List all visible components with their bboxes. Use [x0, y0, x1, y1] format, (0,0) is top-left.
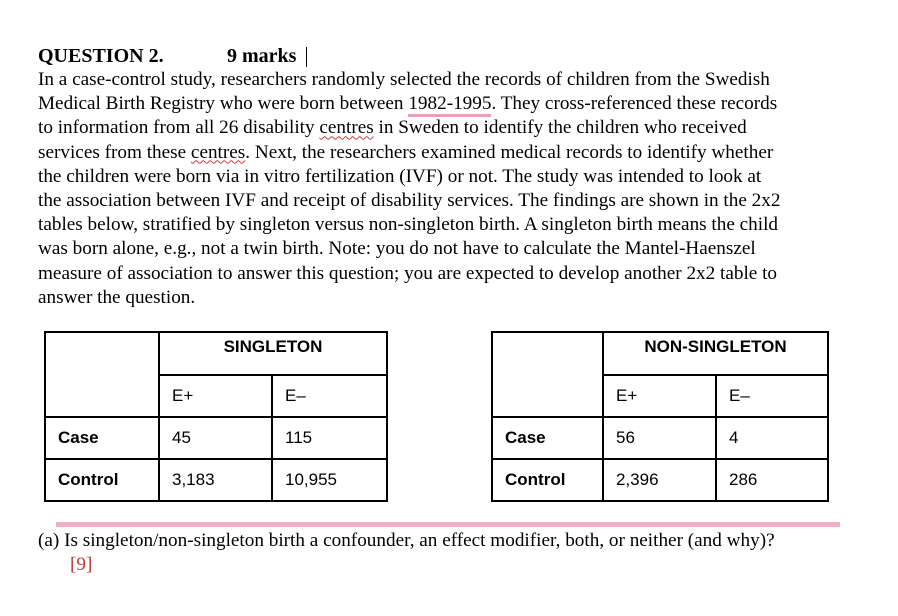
table-row	[45, 459, 387, 501]
table-row	[492, 417, 828, 459]
non-singleton-title: NON-SINGLETON	[603, 332, 828, 375]
body-line-2: Medical Birth Registry who were born between 1982-1995. They cross-referenced these records	[38, 92, 868, 116]
question-title: QUESTION 2.	[38, 45, 164, 67]
corner-cell	[45, 332, 159, 417]
years-range: 1982-1995	[408, 93, 491, 117]
col-header-unexposed: E–	[716, 375, 828, 417]
row-label-control: Control	[492, 459, 603, 501]
sub-question-points: [9]	[70, 554, 93, 575]
body-line-9: measure of association to answer this question; you are expected to develop another 2x2 table to	[38, 262, 778, 284]
body-line-8: was born alone, e.g., not a twin birth. Note: you do not have to calculate the Mantel-Haenszel	[38, 238, 756, 260]
row-label-control: Control	[45, 459, 159, 501]
sub-question-a: (a) Is singleton/non-singleton birth a confounder, an effect modifier, both, or neither (and why)?	[38, 530, 775, 551]
spellcheck-word-centres-2[interactable]: centres	[190, 141, 246, 163]
cell-case-exposed: 56	[603, 417, 716, 459]
col-header-exposed: E+	[159, 375, 272, 417]
cell-control-unexposed: 10,955	[272, 459, 387, 501]
col-header-unexposed: E–	[272, 375, 387, 417]
table-row	[45, 417, 387, 459]
body-line-5: the children were born via in vitro fertilization (IVF) or not. The study was intended to look at	[38, 165, 762, 187]
cell-case-unexposed: 4	[716, 417, 828, 459]
singleton-table	[44, 331, 388, 502]
body-line-7: tables below, stratified by singleton versus non-singleton birth. A singleton birth means the child	[38, 214, 779, 236]
singleton-title: SINGLETON	[159, 332, 387, 375]
question-heading	[38, 44, 297, 68]
table-row	[492, 459, 828, 501]
body-line-3: to information from all 26 disability centres in Sweden to identify the children who received	[38, 117, 747, 139]
row-label-case: Case	[45, 417, 159, 459]
question-marks: 9 marks	[227, 45, 297, 67]
cell-control-exposed: 2,396	[603, 459, 716, 501]
body-line-1: In a case-control study, researchers randomly selected the records of children from the Swedish	[38, 69, 770, 90]
body-line-4: services from these centres. Next, the researchers examined medical records to identify whether	[38, 141, 774, 163]
cell-control-unexposed: 286	[716, 459, 828, 501]
non-singleton-table	[491, 331, 829, 502]
body-line-6: the association between IVF and receipt of disability services. The findings are shown in the 2x2	[38, 190, 781, 212]
col-header-exposed: E+	[603, 375, 716, 417]
cell-case-unexposed: 115	[272, 417, 387, 459]
highlight-bar	[56, 522, 840, 527]
text-cursor	[306, 47, 307, 67]
row-label-case: Case	[492, 417, 603, 459]
cell-control-exposed: 3,183	[159, 459, 272, 501]
body-line-10: answer the question.	[38, 286, 196, 308]
spellcheck-word-centres[interactable]: centres	[319, 117, 374, 139]
cell-case-exposed: 45	[159, 417, 272, 459]
question-body	[38, 68, 868, 310]
corner-cell	[492, 332, 603, 417]
